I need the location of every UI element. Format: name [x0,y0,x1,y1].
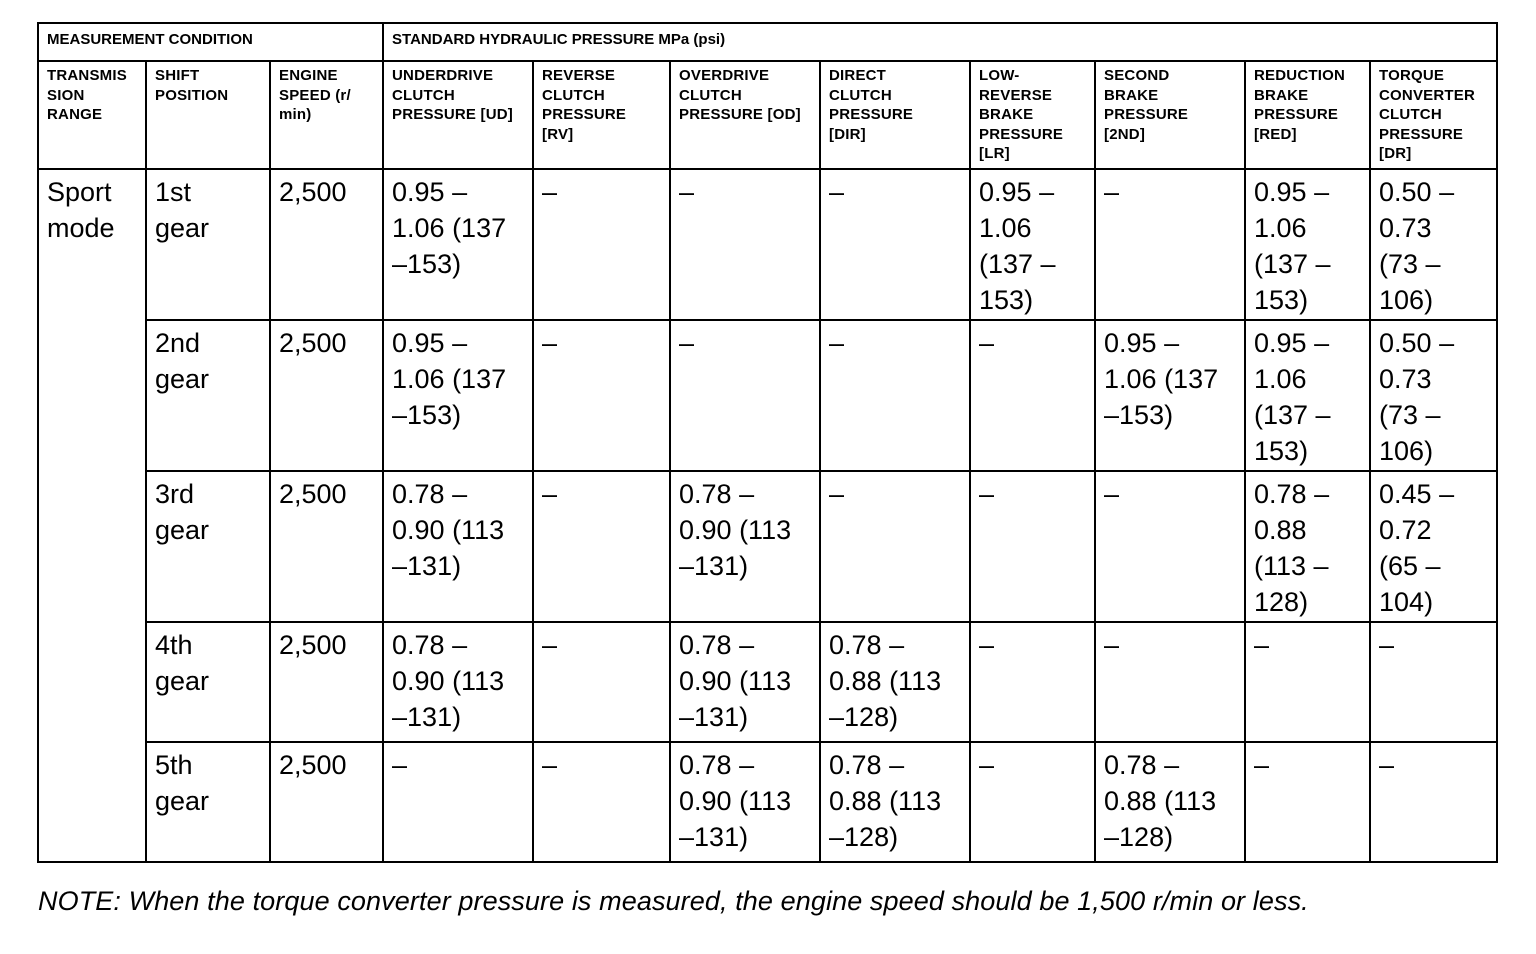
ud-cell [383,742,533,862]
lr-value: – [979,479,995,509]
second-cell [1095,169,1245,320]
col-header-2nd-label: SECOND BRAKE PRESSURE [2ND] [1104,67,1189,143]
col-header-speed [270,61,383,169]
od-cell [670,320,820,471]
col-header-lr-label: LOW- REVERSE BRAKE PRESSURE [LR] [979,67,1064,162]
lr-value: – [979,750,995,780]
dir-value: – [829,328,845,358]
lr-cell [970,471,1095,622]
lr-value: – [979,630,995,660]
ud-value: 0.78 – 0.90 (113 –131) [392,630,505,732]
lr-value: 0.95 – 1.06 (137 – 153) [979,177,1056,315]
dr-value: 0.50 – 0.73 (73 – 106) [1379,177,1455,315]
shift-value: 1st gear [155,177,210,243]
dr-value: 0.45 – 0.72 (65 – 104) [1379,479,1455,617]
rv-value: – [542,479,558,509]
red-cell [1245,169,1370,320]
speed-cell [270,622,383,742]
rv-cell [533,320,670,471]
second-cell [1095,622,1245,742]
dir-cell [820,622,970,742]
col-header-shift [146,61,270,169]
col-header-dr-label: TORQUE CONVERTER CLUTCH PRESSURE [DR] [1379,67,1475,162]
measurement-condition-header: MEASUREMENT CONDITION [38,23,383,61]
second-cell [1095,471,1245,622]
col-header-red [1245,61,1370,169]
dr-value: 0.50 – 0.73 (73 – 106) [1379,328,1455,466]
col-header-lr [970,61,1095,169]
rv-cell [533,169,670,320]
od-value: 0.78 – 0.90 (113 –131) [679,750,792,852]
od-value: – [679,177,695,207]
dr-cell [1370,471,1497,622]
col-header-range-label: TRANSMIS SION RANGE [47,67,127,123]
lr-cell [970,320,1095,471]
ud-value: 0.95 – 1.06 (137 –153) [392,177,507,279]
col-header-dr [1370,61,1497,169]
ud-value: 0.95 – 1.06 (137 –153) [392,328,507,430]
second-value: – [1104,177,1120,207]
red-value: 0.78 – 0.88 (113 – 128) [1254,479,1330,617]
rv-value: – [542,750,558,780]
second-value: – [1104,479,1120,509]
col-header-2nd [1095,61,1245,169]
red-cell [1245,320,1370,471]
dr-cell [1370,169,1497,320]
ud-value: 0.78 – 0.90 (113 –131) [392,479,505,581]
col-header-od-label: OVERDRIVE CLUTCH PRESSURE [OD] [679,67,801,123]
dir-value: – [829,177,845,207]
dir-value: 0.78 – 0.88 (113 –128) [829,630,942,732]
shift-value: 3rd gear [155,479,210,545]
dir-cell [820,320,970,471]
lr-cell [970,622,1095,742]
col-header-range [38,61,146,169]
dr-cell [1370,320,1497,471]
dr-cell [1370,742,1497,862]
red-value: – [1254,750,1270,780]
col-header-ud [383,61,533,169]
shift-value: 4th gear [155,630,210,696]
rv-value: – [542,177,558,207]
shift-cell [146,169,270,320]
shift-cell [146,742,270,862]
table-row [38,169,1497,320]
table-row [38,622,1497,742]
footnote: NOTE: When the torque converter pressure is measured, the engine speed should be 1,500 r/min or less. [38,886,1309,916]
second-value: 0.78 – 0.88 (113 –128) [1104,750,1217,852]
dr-value: – [1379,750,1395,780]
speed-cell [270,169,383,320]
col-header-rv [533,61,670,169]
dir-value: – [829,479,845,509]
col-header-od [670,61,820,169]
speed-value: 2,500 [279,177,347,207]
shift-cell [146,471,270,622]
speed-value: 2,500 [279,630,347,660]
col-header-shift-label: SHIFT POSITION [155,67,229,104]
column-header-row [38,61,1497,169]
dr-value: – [1379,630,1395,660]
od-cell [670,471,820,622]
speed-value: 2,500 [279,328,347,358]
range-value: Sport mode [47,177,115,243]
od-value: – [679,328,695,358]
rv-cell [533,622,670,742]
second-value: – [1104,630,1120,660]
second-cell [1095,742,1245,862]
speed-cell [270,742,383,862]
shift-cell [146,622,270,742]
lr-cell [970,169,1095,320]
ud-cell [383,320,533,471]
table-row [38,320,1497,471]
red-value: – [1254,630,1270,660]
red-value: 0.95 – 1.06 (137 – 153) [1254,328,1331,466]
red-cell [1245,622,1370,742]
col-header-speed-label: ENGINE SPEED (r/ min) [279,67,351,123]
standard-pressure-header: STANDARD HYDRAULIC PRESSURE MPa (psi) [383,23,1497,61]
shift-cell [146,320,270,471]
dir-value: 0.78 – 0.88 (113 –128) [829,750,942,852]
table-row [38,742,1497,862]
lr-cell [970,742,1095,862]
od-value: 0.78 – 0.90 (113 –131) [679,630,792,732]
col-header-ud-label: UNDERDRIVE CLUTCH PRESSURE [UD] [392,67,513,123]
ud-cell [383,169,533,320]
shift-value: 2nd gear [155,328,210,394]
od-cell [670,622,820,742]
speed-value: 2,500 [279,479,347,509]
col-header-red-label: REDUCTION BRAKE PRESSURE [RED] [1254,67,1345,143]
range-cell [38,169,146,862]
speed-cell [270,471,383,622]
dr-cell [1370,622,1497,742]
lr-value: – [979,328,995,358]
speed-value: 2,500 [279,750,347,780]
second-cell [1095,320,1245,471]
ud-cell [383,471,533,622]
col-header-dir [820,61,970,169]
speed-cell [270,320,383,471]
ud-value: – [392,750,408,780]
ud-cell [383,622,533,742]
shift-value: 5th gear [155,750,210,816]
col-header-rv-label: REVERSE CLUTCH PRESSURE [RV] [542,67,627,143]
table-row [38,471,1497,622]
rv-cell [533,471,670,622]
dir-cell [820,742,970,862]
od-cell [670,742,820,862]
rv-value: – [542,328,558,358]
red-value: 0.95 – 1.06 (137 – 153) [1254,177,1331,315]
od-value: 0.78 – 0.90 (113 –131) [679,479,792,581]
second-value: 0.95 – 1.06 (137 –153) [1104,328,1219,430]
group-header-row [38,23,1497,61]
rv-cell [533,742,670,862]
dir-cell [820,169,970,320]
red-cell [1245,742,1370,862]
dir-cell [820,471,970,622]
hydraulic-pressure-table [37,22,1498,863]
col-header-dir-label: DIRECT CLUTCH PRESSURE [DIR] [829,67,914,143]
od-cell [670,169,820,320]
red-cell [1245,471,1370,622]
rv-value: – [542,630,558,660]
